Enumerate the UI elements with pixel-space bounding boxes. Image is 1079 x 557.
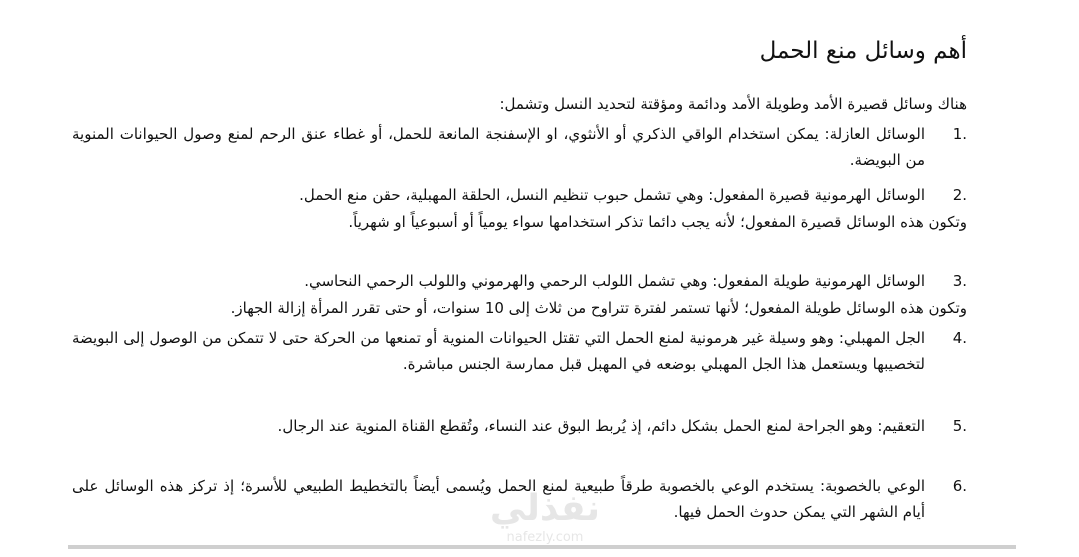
- list-item-text: التعقيم: وهو الجراحة لمنع الحمل بشكل دائم، إذ يُربط البوق عند النساء، وتُقطع القناة المنوية عند الرجال.: [277, 417, 925, 435]
- watermark-logo: [470, 480, 620, 530]
- list-item-number: 3.: [952, 272, 967, 290]
- list-item-3: [72, 268, 967, 294]
- list-item-4: [72, 325, 967, 377]
- document-title: أهم وسائل منع الحمل: [759, 38, 967, 64]
- list-item-number: 2.: [952, 186, 967, 204]
- list-item-text: الوسائل الهرمونية طويلة المفعول: وهي تشمل اللولب الرحمي والهرموني واللولب الرحمي النحاسي.: [304, 272, 925, 290]
- list-item-1: [72, 121, 967, 173]
- list-item-number: 5.: [952, 417, 967, 435]
- list-item-2: [72, 182, 967, 208]
- watermark-url: nafezly.com: [506, 530, 584, 545]
- intro-paragraph: هناك وسائل قصيرة الأمد وطويلة الأمد ودائمة ومؤقتة لتحديد النسل وتشمل:: [499, 95, 967, 113]
- list-item-5: [72, 413, 967, 439]
- list-item-text: الوسائل الهرمونية قصيرة المفعول: وهي تشمل حبوب تنظيم النسل، الحلقة المهبلية، حقن منع الحمل.: [299, 186, 925, 204]
- list-item-number: 6.: [952, 477, 967, 495]
- watermark: [470, 480, 620, 550]
- list-item-text: الوعي بالخصوبة: يستخدم الوعي بالخصوبة طرقاً طبيعية لمنع الحمل ويُسمى أيضاً بالتخطيط الطبيعي للأسرة؛ إذ تركز هذه الوسائل على أيام الشهر التي يمكن حدوث الحمل فيها.: [72, 477, 925, 521]
- list-item-text: الوسائل العازلة: يمكن استخدام الواقي الذكري أو الأنثوي، او الإسفنجة المانعة للحمل، أو غطاء عنق الرحم لمنع وصول الحيوانات المنوية من البويضة.: [72, 125, 925, 169]
- list-item-number: 1.: [952, 125, 967, 143]
- watermark-logo-text: نفذلي: [489, 488, 601, 529]
- note-long-acting: وتكون هذه الوسائل طويلة المفعول؛ لأنها تستمر لفترة تتراوح من ثلاث إلى 10 سنوات، أو حتى تقرر المرأة إزالة الجهاز.: [230, 299, 967, 317]
- list-item-text: الجل المهبلي: وهو وسيلة غير هرمونية لمنع الحمل التي تقتل الحيوانات المنوية أو تمنعها من الحركة حتى لا تتمكن من الوصول إلى البويضة لتخصيبها ويستعمل هذا الجل المهبلي بوضعه في المهبل قبل ممارسة الجنس مباشرة.: [72, 329, 925, 373]
- list-item-number: 4.: [952, 329, 967, 347]
- note-short-acting: وتكون هذه الوسائل قصيرة المفعول؛ لأنه يجب دائما تذكر استخدامها سواء يومياً أو أسبوعياً او شهرياً.: [348, 213, 967, 231]
